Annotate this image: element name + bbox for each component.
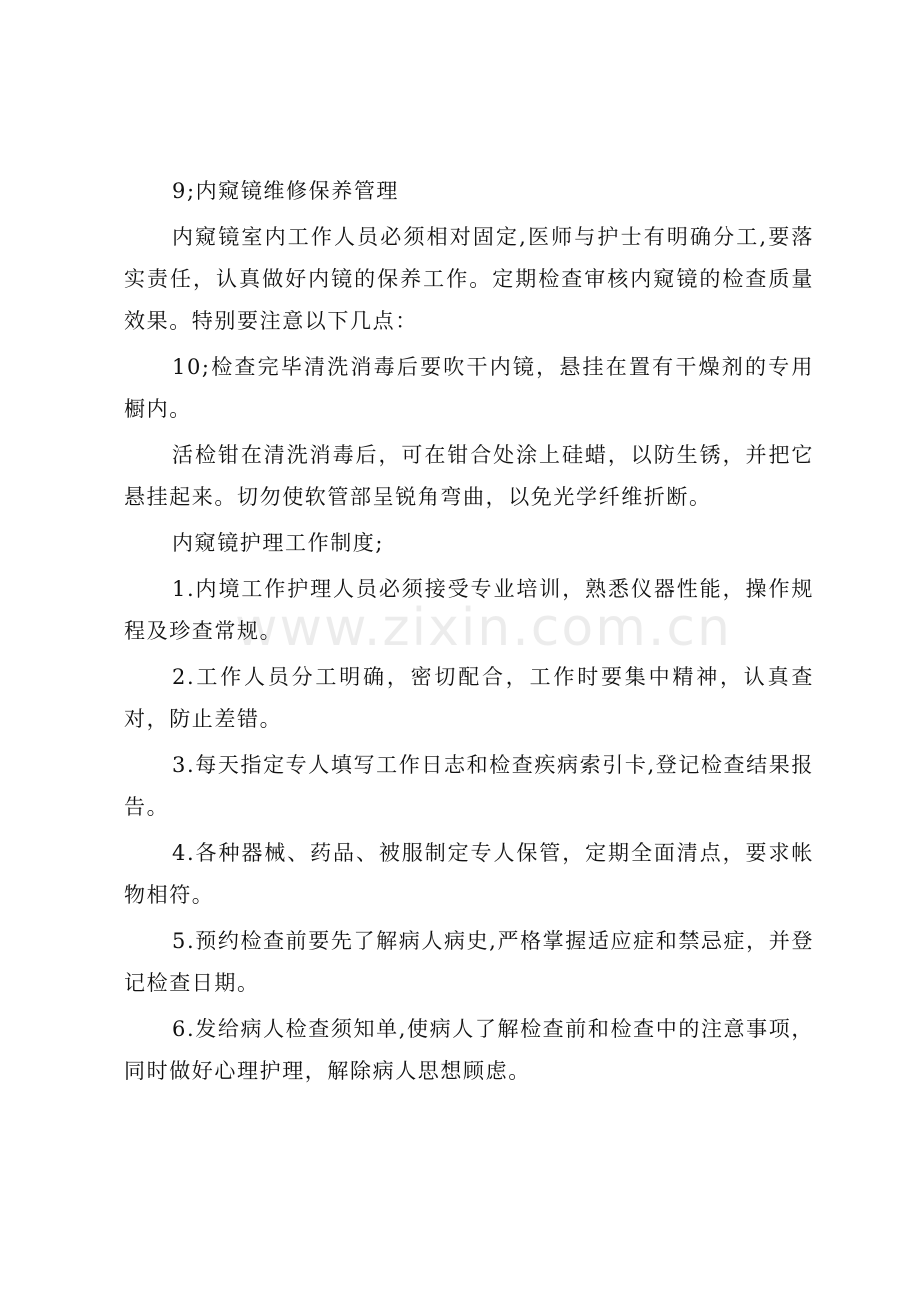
list-item: 5.预约检查前要先了解病人病史,严格掌握适应症和禁忌症，并登记检查日期。	[124, 929, 814, 995]
list-item: 3.每天指定专人填写工作日志和检查疾病索引卡,登记检查结果报告。	[124, 753, 814, 819]
paragraph: 活检钳在清洗消毒后，可在钳合处涂上硅蜡，以防生锈，并把它悬挂起来。切勿使软管部呈锐角弯曲，以免光学纤维折断。	[124, 443, 814, 509]
list-item: 6.发给病人检查须知单,使病人了解检查前和检查中的注意事项，同时做好心理护理，解除病人思想顾虑。	[124, 1017, 814, 1083]
paragraph: 内窥镜室内工作人员必须相对固定,医师与护士有明确分工,要落实责任，认真做好内镜的保养工作。定期检查审核内窥镜的检查质量效果。特别要注意以下几点：	[124, 225, 814, 333]
list-item: 1.内境工作护理人员必须接受专业培训，熟悉仪器性能，操作规程及珍查常规。	[124, 577, 814, 643]
list-item: 4.各种器械、药品、被服制定专人保管，定期全面清点，要求帐物相符。	[124, 841, 814, 907]
section-heading-maintenance: 9;内窥镜维修保养管理	[172, 179, 400, 203]
list-item: 2.工作人员分工明确，密切配合，工作时要集中精神，认真查对，防止差错。	[124, 665, 814, 731]
section-heading-nursing-rules: 内窥镜护理工作制度;	[172, 531, 385, 555]
document-body	[124, 170, 814, 1096]
paragraph: 10;检查完毕清洗消毒后要吹干内镜，悬挂在置有干燥剂的专用橱内。	[124, 355, 814, 421]
watermark: www.zixin.com.cn	[235, 598, 732, 658]
